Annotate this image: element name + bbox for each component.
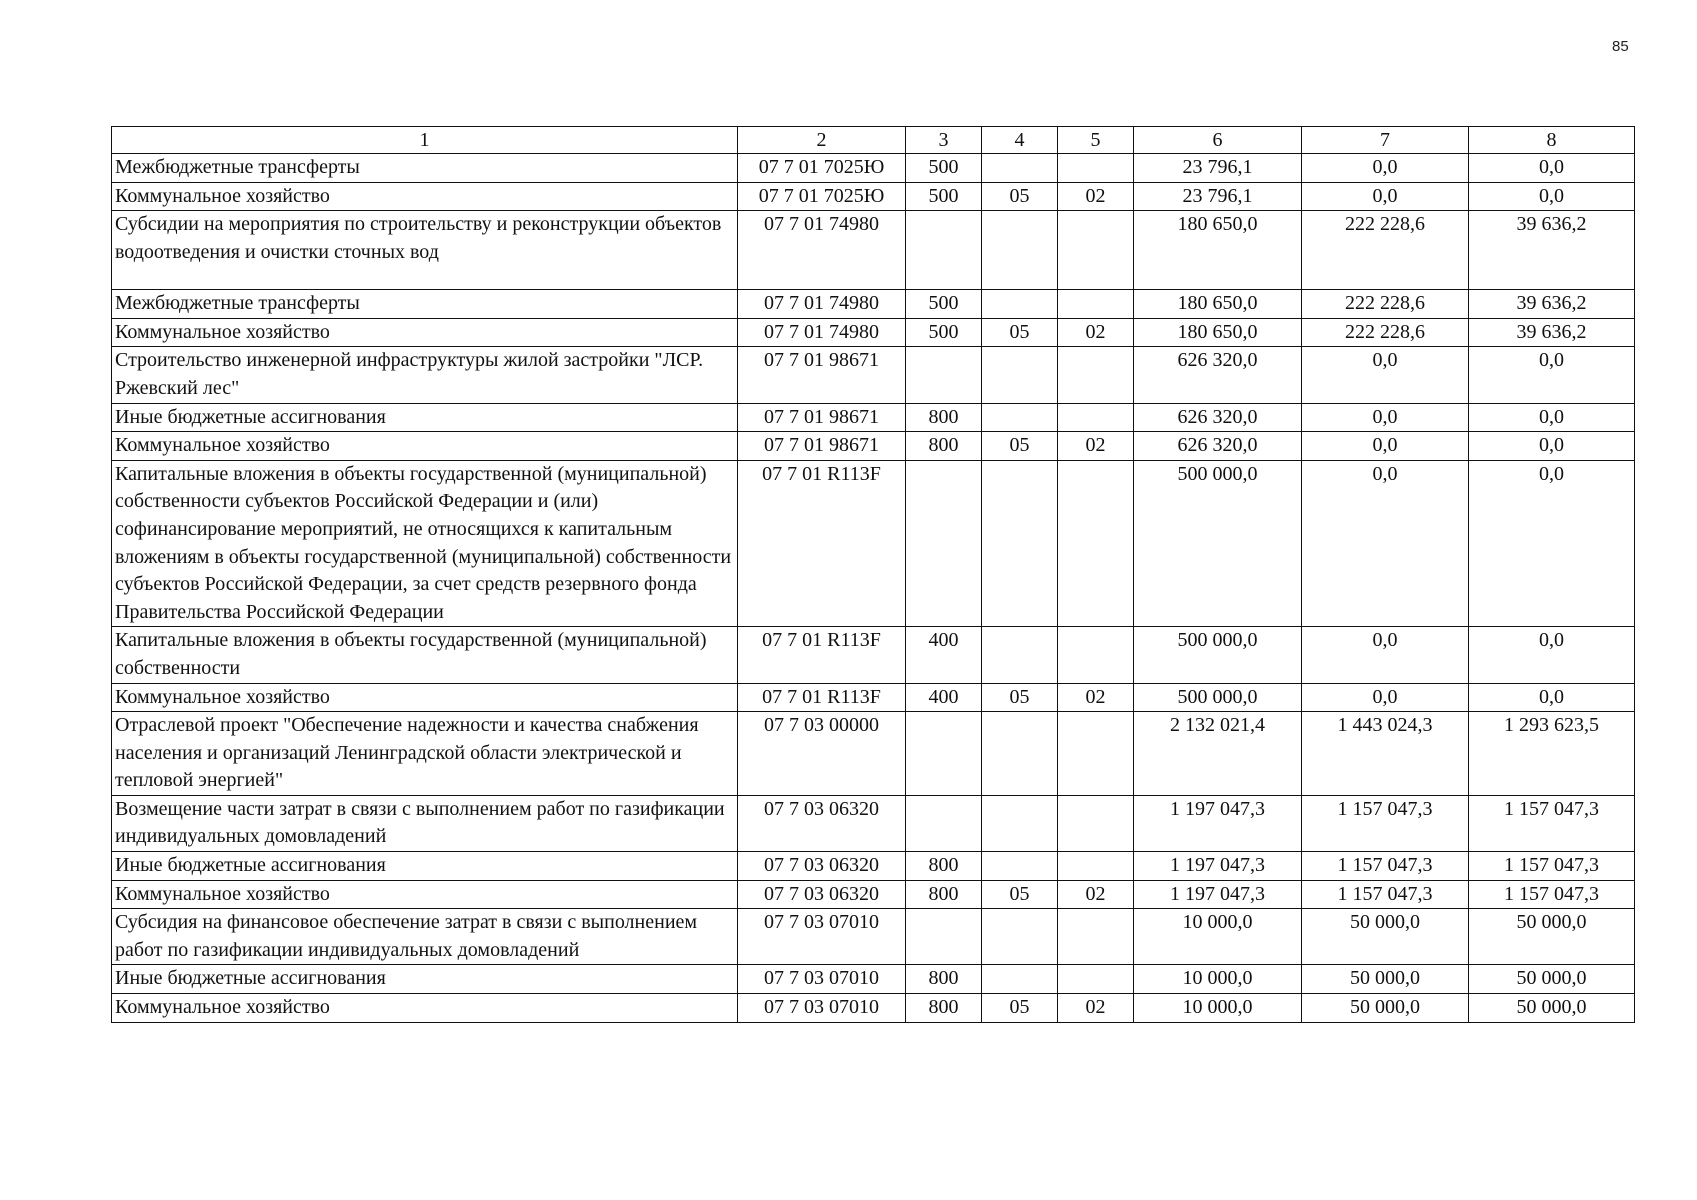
row-name-cell: Коммунальное хозяйство — [112, 318, 738, 347]
section-cell — [982, 211, 1058, 290]
column-header: 5 — [1058, 127, 1134, 154]
column-header: 1 — [112, 127, 738, 154]
subsection-cell: 02 — [1058, 182, 1134, 211]
amount-col6-cell: 180 650,0 — [1134, 318, 1302, 347]
table-row — [112, 290, 1635, 319]
subsection-cell — [1058, 403, 1134, 432]
amount-col7-cell: 0,0 — [1302, 627, 1469, 683]
section-cell: 05 — [982, 318, 1058, 347]
amount-col8-cell: 39 636,2 — [1469, 318, 1635, 347]
row-name-cell: Иные бюджетные ассигнования — [112, 403, 738, 432]
subsection-cell — [1058, 290, 1134, 319]
section-cell: 05 — [982, 880, 1058, 909]
subsection-cell — [1058, 211, 1134, 290]
amount-col6-cell: 1 197 047,3 — [1134, 852, 1302, 881]
row-name-cell: Межбюджетные трансферты — [112, 154, 738, 183]
table-row — [112, 432, 1635, 461]
section-cell — [982, 347, 1058, 403]
amount-col7-cell: 222 228,6 — [1302, 211, 1469, 290]
target-code-cell: 07 7 03 07010 — [738, 994, 906, 1023]
expense-type-cell: 400 — [906, 627, 982, 683]
amount-col8-cell: 0,0 — [1469, 182, 1635, 211]
amount-col8-cell: 1 293 623,5 — [1469, 712, 1635, 796]
row-name-cell: Иные бюджетные ассигнования — [112, 965, 738, 994]
target-code-cell: 07 7 01 74980 — [738, 318, 906, 347]
amount-col7-cell: 0,0 — [1302, 182, 1469, 211]
expense-type-cell: 800 — [906, 432, 982, 461]
amount-col7-cell: 0,0 — [1302, 347, 1469, 403]
page-number: 85 — [1612, 38, 1629, 55]
amount-col7-cell: 0,0 — [1302, 683, 1469, 712]
row-name-cell: Капитальные вложения в объекты государственной (муниципальной) собственности субъектов Российской Федерации и (или) софинансирование мероприятий, не относящихся к капитальным вложениям в объекты государственной (муниципальной) собственности субъектов Российской Федерации, за счет средств резервного фонда Правительства Российской Федерации — [112, 460, 738, 627]
row-name-cell: Строительство инженерной инфраструктуры жилой застройки "ЛСР. Ржевский лес" — [112, 347, 738, 403]
target-code-cell: 07 7 01 74980 — [738, 211, 906, 290]
section-cell — [982, 154, 1058, 183]
table-row — [112, 403, 1635, 432]
table-row — [112, 909, 1635, 965]
column-header: 6 — [1134, 127, 1302, 154]
table-row — [112, 211, 1635, 290]
table-row — [112, 318, 1635, 347]
subsection-cell — [1058, 347, 1134, 403]
amount-col6-cell: 1 197 047,3 — [1134, 795, 1302, 851]
amount-col6-cell: 10 000,0 — [1134, 965, 1302, 994]
amount-col8-cell: 0,0 — [1469, 403, 1635, 432]
budget-table — [111, 126, 1635, 1023]
section-cell — [982, 460, 1058, 627]
row-name-cell: Отраслевой проект "Обеспечение надежности и качества снабжения населения и организаций Ленинградской области электрической и тепловой энергией" — [112, 712, 738, 796]
target-code-cell: 07 7 01 7025Ю — [738, 182, 906, 211]
amount-col7-cell: 0,0 — [1302, 154, 1469, 183]
target-code-cell: 07 7 01 98671 — [738, 347, 906, 403]
expense-type-cell: 800 — [906, 852, 982, 881]
amount-col6-cell: 1 197 047,3 — [1134, 880, 1302, 909]
column-header: 4 — [982, 127, 1058, 154]
column-header: 3 — [906, 127, 982, 154]
target-code-cell: 07 7 01 98671 — [738, 403, 906, 432]
target-code-cell: 07 7 01 R113F — [738, 460, 906, 627]
amount-col8-cell: 0,0 — [1469, 432, 1635, 461]
table-row — [112, 852, 1635, 881]
expense-type-cell: 500 — [906, 318, 982, 347]
amount-col8-cell: 0,0 — [1469, 460, 1635, 627]
row-name-cell: Коммунальное хозяйство — [112, 182, 738, 211]
subsection-cell — [1058, 460, 1134, 627]
target-code-cell: 07 7 01 7025Ю — [738, 154, 906, 183]
target-code-cell: 07 7 01 R113F — [738, 627, 906, 683]
amount-col6-cell: 626 320,0 — [1134, 403, 1302, 432]
target-code-cell: 07 7 01 74980 — [738, 290, 906, 319]
row-name-cell: Иные бюджетные ассигнования — [112, 852, 738, 881]
amount-col7-cell: 50 000,0 — [1302, 965, 1469, 994]
section-cell: 05 — [982, 432, 1058, 461]
amount-col8-cell: 1 157 047,3 — [1469, 795, 1635, 851]
amount-col7-cell: 50 000,0 — [1302, 909, 1469, 965]
table-row — [112, 627, 1635, 683]
amount-col8-cell: 50 000,0 — [1469, 965, 1635, 994]
table-row — [112, 712, 1635, 796]
target-code-cell: 07 7 03 06320 — [738, 880, 906, 909]
table-row — [112, 795, 1635, 851]
column-header: 2 — [738, 127, 906, 154]
expense-type-cell — [906, 712, 982, 796]
amount-col8-cell: 0,0 — [1469, 154, 1635, 183]
subsection-cell: 02 — [1058, 432, 1134, 461]
subsection-cell: 02 — [1058, 994, 1134, 1023]
amount-col7-cell: 50 000,0 — [1302, 994, 1469, 1023]
table-row — [112, 460, 1635, 627]
column-header: 8 — [1469, 127, 1635, 154]
section-cell — [982, 627, 1058, 683]
table-row — [112, 994, 1635, 1023]
section-cell — [982, 403, 1058, 432]
amount-col8-cell: 1 157 047,3 — [1469, 852, 1635, 881]
amount-col6-cell: 10 000,0 — [1134, 909, 1302, 965]
amount-col6-cell: 180 650,0 — [1134, 290, 1302, 319]
amount-col7-cell: 1 443 024,3 — [1302, 712, 1469, 796]
amount-col7-cell: 0,0 — [1302, 460, 1469, 627]
target-code-cell: 07 7 03 06320 — [738, 795, 906, 851]
expense-type-cell: 500 — [906, 182, 982, 211]
expense-type-cell — [906, 795, 982, 851]
target-code-cell: 07 7 01 R113F — [738, 683, 906, 712]
amount-col6-cell: 626 320,0 — [1134, 347, 1302, 403]
amount-col8-cell: 50 000,0 — [1469, 994, 1635, 1023]
table-row — [112, 965, 1635, 994]
target-code-cell: 07 7 03 07010 — [738, 909, 906, 965]
amount-col7-cell: 0,0 — [1302, 403, 1469, 432]
amount-col6-cell: 23 796,1 — [1134, 154, 1302, 183]
section-cell — [982, 290, 1058, 319]
section-cell: 05 — [982, 182, 1058, 211]
table-row — [112, 347, 1635, 403]
section-cell — [982, 712, 1058, 796]
section-cell — [982, 909, 1058, 965]
table-header-row — [112, 127, 1635, 154]
amount-col8-cell: 1 157 047,3 — [1469, 880, 1635, 909]
row-name-cell: Субсидии на мероприятия по строительству и реконструкции объектов водоотведения и очистки сточных вод — [112, 211, 738, 290]
expense-type-cell: 500 — [906, 290, 982, 319]
amount-col7-cell: 1 157 047,3 — [1302, 795, 1469, 851]
expense-type-cell — [906, 211, 982, 290]
expense-type-cell — [906, 909, 982, 965]
subsection-cell: 02 — [1058, 318, 1134, 347]
row-name-cell: Коммунальное хозяйство — [112, 994, 738, 1023]
target-code-cell: 07 7 03 07010 — [738, 965, 906, 994]
amount-col7-cell: 222 228,6 — [1302, 290, 1469, 319]
amount-col6-cell: 500 000,0 — [1134, 627, 1302, 683]
row-name-cell: Возмещение части затрат в связи с выполнением работ по газификации индивидуальных домовладений — [112, 795, 738, 851]
amount-col6-cell: 500 000,0 — [1134, 460, 1302, 627]
column-header: 7 — [1302, 127, 1469, 154]
amount-col6-cell: 626 320,0 — [1134, 432, 1302, 461]
section-cell — [982, 795, 1058, 851]
amount-col8-cell: 0,0 — [1469, 347, 1635, 403]
subsection-cell — [1058, 627, 1134, 683]
row-name-cell: Капитальные вложения в объекты государственной (муниципальной) собственности — [112, 627, 738, 683]
row-name-cell: Коммунальное хозяйство — [112, 683, 738, 712]
subsection-cell: 02 — [1058, 683, 1134, 712]
amount-col7-cell: 1 157 047,3 — [1302, 880, 1469, 909]
amount-col8-cell: 0,0 — [1469, 683, 1635, 712]
subsection-cell — [1058, 852, 1134, 881]
target-code-cell: 07 7 03 06320 — [738, 852, 906, 881]
amount-col8-cell: 39 636,2 — [1469, 211, 1635, 290]
expense-type-cell: 800 — [906, 965, 982, 994]
section-cell: 05 — [982, 994, 1058, 1023]
table-row — [112, 683, 1635, 712]
table-row — [112, 880, 1635, 909]
expense-type-cell: 500 — [906, 154, 982, 183]
target-code-cell: 07 7 03 00000 — [738, 712, 906, 796]
amount-col8-cell: 39 636,2 — [1469, 290, 1635, 319]
amount-col8-cell: 50 000,0 — [1469, 909, 1635, 965]
table-row — [112, 182, 1635, 211]
expense-type-cell — [906, 460, 982, 627]
target-code-cell: 07 7 01 98671 — [738, 432, 906, 461]
row-name-cell: Межбюджетные трансферты — [112, 290, 738, 319]
row-name-cell: Коммунальное хозяйство — [112, 432, 738, 461]
amount-col6-cell: 180 650,0 — [1134, 211, 1302, 290]
table-row — [112, 154, 1635, 183]
expense-type-cell: 400 — [906, 683, 982, 712]
expense-type-cell: 800 — [906, 880, 982, 909]
subsection-cell — [1058, 154, 1134, 183]
expense-type-cell — [906, 347, 982, 403]
expense-type-cell: 800 — [906, 994, 982, 1023]
row-name-cell: Коммунальное хозяйство — [112, 880, 738, 909]
subsection-cell: 02 — [1058, 880, 1134, 909]
amount-col8-cell: 0,0 — [1469, 627, 1635, 683]
amount-col6-cell: 23 796,1 — [1134, 182, 1302, 211]
subsection-cell — [1058, 965, 1134, 994]
amount-col7-cell: 222 228,6 — [1302, 318, 1469, 347]
subsection-cell — [1058, 712, 1134, 796]
amount-col6-cell: 10 000,0 — [1134, 994, 1302, 1023]
subsection-cell — [1058, 795, 1134, 851]
row-name-cell: Субсидия на финансовое обеспечение затрат в связи с выполнением работ по газификации индивидуальных домовладений — [112, 909, 738, 965]
expense-type-cell: 800 — [906, 403, 982, 432]
amount-col6-cell: 2 132 021,4 — [1134, 712, 1302, 796]
subsection-cell — [1058, 909, 1134, 965]
section-cell: 05 — [982, 683, 1058, 712]
amount-col7-cell: 0,0 — [1302, 432, 1469, 461]
section-cell — [982, 965, 1058, 994]
amount-col6-cell: 500 000,0 — [1134, 683, 1302, 712]
section-cell — [982, 852, 1058, 881]
amount-col7-cell: 1 157 047,3 — [1302, 852, 1469, 881]
